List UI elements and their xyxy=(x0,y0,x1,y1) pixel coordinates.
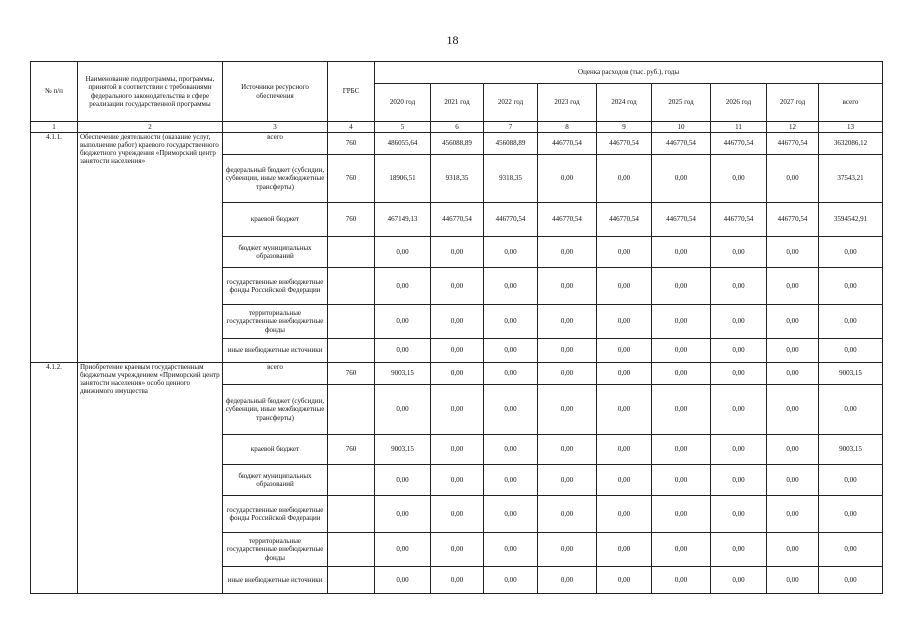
amount-cell: 446770,54 xyxy=(767,203,819,237)
header-year: 2027 год xyxy=(767,84,819,122)
amount-cell: 0,00 xyxy=(767,533,819,567)
table-body xyxy=(31,133,883,594)
amount-cell: 446770,54 xyxy=(597,133,652,155)
amount-cell: 0,00 xyxy=(431,465,484,496)
amount-cell: 0,00 xyxy=(597,305,652,339)
amount-cell: 0,00 xyxy=(711,385,767,435)
amount-cell: 0,00 xyxy=(375,385,431,435)
amount-cell: 0,00 xyxy=(431,435,484,465)
amount-cell: 0,00 xyxy=(431,496,484,533)
amount-cell: 0,00 xyxy=(484,237,538,268)
amount-cell: 0,00 xyxy=(597,155,652,203)
amount-cell: 0,00 xyxy=(711,533,767,567)
amount-cell: 0,00 xyxy=(431,567,484,594)
amount-cell: 0,00 xyxy=(484,465,538,496)
header-year: 2021 год xyxy=(431,84,484,122)
header-year: 2023 год xyxy=(538,84,597,122)
column-number: 12 xyxy=(767,122,819,133)
header-year: 2025 год xyxy=(652,84,711,122)
grbs-code: 760 xyxy=(328,363,375,385)
amount-cell: 0,00 xyxy=(538,496,597,533)
amount-cell: 0,00 xyxy=(375,496,431,533)
amount-cell: 9318,35 xyxy=(431,155,484,203)
amount-cell: 0,00 xyxy=(375,305,431,339)
amount-cell: 0,00 xyxy=(767,237,819,268)
grbs-code xyxy=(328,385,375,435)
amount-cell: 0,00 xyxy=(819,533,883,567)
amount-cell: 0,00 xyxy=(652,533,711,567)
amount-cell: 0,00 xyxy=(652,268,711,305)
amount-cell: 0,00 xyxy=(431,268,484,305)
amount-cell: 9003,15 xyxy=(375,435,431,465)
amount-cell: 0,00 xyxy=(538,363,597,385)
amount-cell: 0,00 xyxy=(597,268,652,305)
amount-cell: 0,00 xyxy=(711,237,767,268)
amount-cell: 0,00 xyxy=(652,363,711,385)
amount-cell: 0,00 xyxy=(652,496,711,533)
amount-cell: 0,00 xyxy=(652,305,711,339)
amount-cell: 18906,51 xyxy=(375,155,431,203)
funding-source: государственные внебюджетные фонды Российской Федерации xyxy=(223,268,328,305)
header-num: № п/п xyxy=(31,62,78,122)
amount-cell: 0,00 xyxy=(538,567,597,594)
amount-cell: 9003,15 xyxy=(819,435,883,465)
amount-cell: 446770,54 xyxy=(538,133,597,155)
budget-table xyxy=(30,61,883,594)
page-number: 18 xyxy=(446,33,459,47)
amount-cell: 0,00 xyxy=(375,567,431,594)
amount-cell: 0,00 xyxy=(767,435,819,465)
table-header xyxy=(31,62,883,133)
grbs-code xyxy=(328,305,375,339)
amount-cell: 0,00 xyxy=(767,465,819,496)
amount-cell: 0,00 xyxy=(819,385,883,435)
amount-cell: 0,00 xyxy=(484,533,538,567)
amount-cell: 0,00 xyxy=(819,339,883,363)
header-year: 2024 год xyxy=(597,84,652,122)
amount-cell: 0,00 xyxy=(652,339,711,363)
amount-cell: 0,00 xyxy=(375,339,431,363)
amount-cell: 0,00 xyxy=(431,385,484,435)
column-number: 13 xyxy=(819,122,883,133)
header-sources: Источники ресурсного обеспечения xyxy=(223,62,328,122)
grbs-code xyxy=(328,567,375,594)
amount-cell: 0,00 xyxy=(597,465,652,496)
amount-cell: 0,00 xyxy=(767,567,819,594)
amount-cell: 0,00 xyxy=(711,465,767,496)
header-name: Наименование подпрограммы, программы, принятой в соответствии с требованиями федерального законодательства в сфере реализации государственной программы xyxy=(78,62,223,122)
item-number: 4.1.1. xyxy=(31,133,78,363)
amount-cell: 9003,15 xyxy=(819,363,883,385)
amount-cell: 0,00 xyxy=(538,237,597,268)
table-row xyxy=(31,133,883,155)
column-number: 1 xyxy=(31,122,78,133)
amount-cell: 0,00 xyxy=(819,305,883,339)
column-number: 10 xyxy=(652,122,711,133)
amount-cell: 446770,54 xyxy=(431,203,484,237)
amount-cell: 0,00 xyxy=(711,268,767,305)
amount-cell: 0,00 xyxy=(819,268,883,305)
amount-cell: 3632086,12 xyxy=(819,133,883,155)
header-year: всего xyxy=(819,84,883,122)
amount-cell: 0,00 xyxy=(375,533,431,567)
column-number: 8 xyxy=(538,122,597,133)
column-number: 7 xyxy=(484,122,538,133)
grbs-code: 760 xyxy=(328,155,375,203)
amount-cell: 0,00 xyxy=(652,465,711,496)
amount-cell: 0,00 xyxy=(767,268,819,305)
amount-cell: 0,00 xyxy=(431,363,484,385)
amount-cell: 0,00 xyxy=(597,385,652,435)
funding-source: всего xyxy=(223,133,328,155)
funding-source: краевой бюджет xyxy=(223,203,328,237)
amount-cell: 446770,54 xyxy=(538,203,597,237)
amount-cell: 0,00 xyxy=(652,237,711,268)
funding-source: федеральный бюджет (субсидии, субвенции, иные межбюджетные трансферты) xyxy=(223,155,328,203)
amount-cell: 0,00 xyxy=(767,155,819,203)
amount-cell: 9003,15 xyxy=(375,363,431,385)
amount-cell: 0,00 xyxy=(711,567,767,594)
amount-cell: 0,00 xyxy=(767,363,819,385)
amount-cell: 0,00 xyxy=(767,385,819,435)
amount-cell: 486055,64 xyxy=(375,133,431,155)
column-number: 5 xyxy=(375,122,431,133)
amount-cell: 456088,89 xyxy=(484,133,538,155)
funding-source: иные внебюджетные источники xyxy=(223,339,328,363)
amount-cell: 0,00 xyxy=(484,305,538,339)
amount-cell: 0,00 xyxy=(538,435,597,465)
amount-cell: 0,00 xyxy=(711,155,767,203)
amount-cell: 0,00 xyxy=(767,496,819,533)
amount-cell: 0,00 xyxy=(431,237,484,268)
amount-cell: 0,00 xyxy=(711,496,767,533)
amount-cell: 0,00 xyxy=(652,435,711,465)
amount-cell: 446770,54 xyxy=(767,133,819,155)
amount-cell: 9318,35 xyxy=(484,155,538,203)
grbs-code xyxy=(328,533,375,567)
column-number: 2 xyxy=(78,122,223,133)
column-number: 3 xyxy=(223,122,328,133)
amount-cell: 0,00 xyxy=(484,339,538,363)
amount-cell: 0,00 xyxy=(375,465,431,496)
amount-cell: 467149,13 xyxy=(375,203,431,237)
header-column-numbers-row xyxy=(31,122,883,133)
amount-cell: 0,00 xyxy=(375,268,431,305)
amount-cell: 0,00 xyxy=(597,339,652,363)
amount-cell: 0,00 xyxy=(431,339,484,363)
amount-cell: 0,00 xyxy=(711,363,767,385)
grbs-code: 760 xyxy=(328,133,375,155)
amount-cell: 0,00 xyxy=(819,237,883,268)
amount-cell: 446770,54 xyxy=(652,203,711,237)
grbs-code xyxy=(328,237,375,268)
amount-cell: 0,00 xyxy=(652,155,711,203)
amount-cell: 0,00 xyxy=(652,385,711,435)
column-number: 9 xyxy=(597,122,652,133)
amount-cell: 0,00 xyxy=(484,496,538,533)
funding-source: территориальные государственные внебюджетные фонды xyxy=(223,305,328,339)
amount-cell: 446770,54 xyxy=(711,203,767,237)
header-estimate: Оценка расходов (тыс. руб.), годы xyxy=(375,62,883,84)
header-grbs: ГРБС xyxy=(328,62,375,122)
amount-cell: 0,00 xyxy=(431,533,484,567)
funding-source: краевой бюджет xyxy=(223,435,328,465)
header-year: 2020 год xyxy=(375,84,431,122)
amount-cell: 0,00 xyxy=(767,305,819,339)
funding-source: территориальные государственные внебюджетные фонды xyxy=(223,533,328,567)
amount-cell: 0,00 xyxy=(819,465,883,496)
amount-cell: 0,00 xyxy=(767,339,819,363)
table-row xyxy=(31,363,883,385)
amount-cell: 0,00 xyxy=(711,305,767,339)
amount-cell: 0,00 xyxy=(538,339,597,363)
grbs-code xyxy=(328,339,375,363)
item-name: Приобретение краевым государственным бюджетным учреждением «Приморский центр занятости населения» особо ценного движимого имущества xyxy=(78,363,223,594)
grbs-code xyxy=(328,268,375,305)
item-name: Обеспечение деятельности (оказание услуг, выполнение работ) краевого государственного бюджетного учреждения «Приморский центр занятости населения» xyxy=(78,133,223,363)
column-number: 11 xyxy=(711,122,767,133)
amount-cell: 0,00 xyxy=(819,496,883,533)
amount-cell: 0,00 xyxy=(597,533,652,567)
header-year: 2022 год xyxy=(484,84,538,122)
amount-cell: 0,00 xyxy=(431,305,484,339)
funding-source: иные внебюджетные источники xyxy=(223,567,328,594)
item-number: 4.1.2. xyxy=(31,363,78,594)
amount-cell: 0,00 xyxy=(538,385,597,435)
amount-cell: 0,00 xyxy=(375,237,431,268)
amount-cell: 446770,54 xyxy=(652,133,711,155)
funding-source: всего xyxy=(223,363,328,385)
amount-cell: 0,00 xyxy=(711,435,767,465)
amount-cell: 0,00 xyxy=(484,268,538,305)
amount-cell: 0,00 xyxy=(538,533,597,567)
funding-source: бюджет муниципальных образований xyxy=(223,465,328,496)
amount-cell: 37543,21 xyxy=(819,155,883,203)
grbs-code: 760 xyxy=(328,203,375,237)
amount-cell: 0,00 xyxy=(597,496,652,533)
funding-source: государственные внебюджетные фонды Российской Федерации xyxy=(223,496,328,533)
funding-source: федеральный бюджет (субсидии, субвенции, иные межбюджетные трансферты) xyxy=(223,385,328,435)
column-number: 6 xyxy=(431,122,484,133)
amount-cell: 0,00 xyxy=(819,567,883,594)
amount-cell: 0,00 xyxy=(652,567,711,594)
amount-cell: 0,00 xyxy=(538,465,597,496)
grbs-code xyxy=(328,496,375,533)
amount-cell: 446770,54 xyxy=(597,203,652,237)
amount-cell: 446770,54 xyxy=(484,203,538,237)
amount-cell: 0,00 xyxy=(538,305,597,339)
grbs-code: 760 xyxy=(328,435,375,465)
column-number: 4 xyxy=(328,122,375,133)
amount-cell: 446770,54 xyxy=(711,133,767,155)
amount-cell: 0,00 xyxy=(484,567,538,594)
grbs-code xyxy=(328,465,375,496)
amount-cell: 0,00 xyxy=(538,155,597,203)
amount-cell: 0,00 xyxy=(538,268,597,305)
header-year: 2026 год xyxy=(711,84,767,122)
amount-cell: 0,00 xyxy=(597,567,652,594)
amount-cell: 456088,89 xyxy=(431,133,484,155)
funding-source: бюджет муниципальных образований xyxy=(223,237,328,268)
amount-cell: 0,00 xyxy=(484,363,538,385)
amount-cell: 0,00 xyxy=(597,435,652,465)
amount-cell: 0,00 xyxy=(597,237,652,268)
amount-cell: 3594542,91 xyxy=(819,203,883,237)
amount-cell: 0,00 xyxy=(484,385,538,435)
amount-cell: 0,00 xyxy=(597,363,652,385)
amount-cell: 0,00 xyxy=(484,435,538,465)
amount-cell: 0,00 xyxy=(711,339,767,363)
